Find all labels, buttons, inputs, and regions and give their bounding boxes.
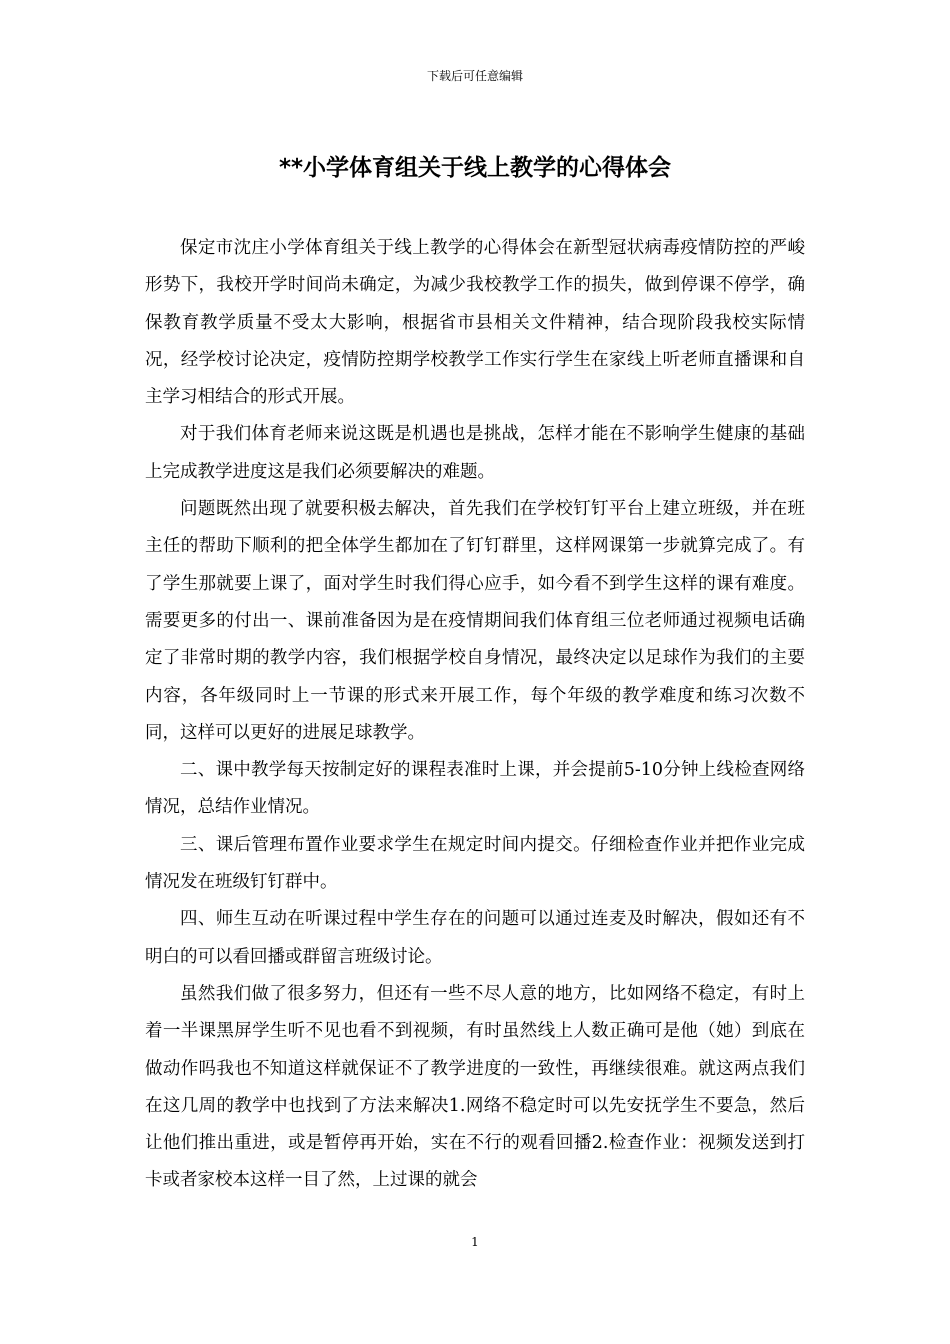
document-title: **小学体育组关于线上教学的心得体会 <box>278 155 672 181</box>
page-number: 1 <box>471 1235 479 1249</box>
paragraph: 二、课中教学每天按制定好的课程表准时上课，并会提前5-10分钟上线检查网络情况，总结作业情况。 <box>145 760 805 818</box>
paragraph: 四、师生互动在听课过程中学生存在的问题可以通过连麦及时解决，假如还有不明白的可以看回播或群留言班级讨论。 <box>145 909 805 967</box>
paragraph: 保定市沈庄小学体育组关于线上教学的心得体会在新型冠状病毒疫情防控的严峻形势下，我校开学时间尚未确定，为减少我校教学工作的损失，做到停课不停学，确保教育教学质量不受太大影响，根据省市县相关文件精神，结合现阶段我校实际情况，经学校讨论决定，疫情防控期学校教学工作实行学生在家线上听老师直播课和自主学习相结合的形式开展。 <box>145 238 805 408</box>
paragraph: 三、课后管理布置作业要求学生在规定时间内提交。仔细检查作业并把作业完成情况发在班级钉钉群中。 <box>145 834 805 893</box>
page-header: 下载后可任意编辑 <box>426 69 523 83</box>
paragraph: 问题既然出现了就要积极去解决，首先我们在学校钉钉平台上建立班级，并在班主任的帮助下顺利的把全体学生都加在了钉钉群里，这样网课第一步就算完成了。有了学生那就要上课了，面对学生时我们得心应手，如今看不到学生这样的课有难度。需要更多的付出一、课前准备因为是在疫情期间我们体育组三位老师通过视频电话确定了非常时期的教学内容，我们根据学校自身情况，最终决定以足球作为我们的主要内容，各年级同时上一节课的形式来开展工作，每个年级的教学难度和练习次数不同，这样可以更好的进展足球教学。 <box>145 499 805 743</box>
paragraph: 虽然我们做了很多努力，但还有一些不尽人意的地方，比如网络不稳定，有时上着一半课黑屏学生听不见也看不到视频，有时虽然线上人数正确可是他（她）到底在做动作吗我也不知道这样就保证不了教学进度的一致性，再继续很难。就这两点我们在这几周的教学中也找到了方法来解决1.网络不稳定时可以先安抚学生不要急，然后让他们推出重进，或是暂停再开始，实在不行的观看回播2.检查作业：视频发送到打卡或者家校本这样一目了然，上过课的就会 <box>145 983 805 1191</box>
document-body <box>145 230 805 1200</box>
paragraph: 对于我们体育老师来说这既是机遇也是挑战，怎样才能在不影响学生健康的基础上完成教学进度这是我们必须要解决的难题。 <box>145 424 805 482</box>
